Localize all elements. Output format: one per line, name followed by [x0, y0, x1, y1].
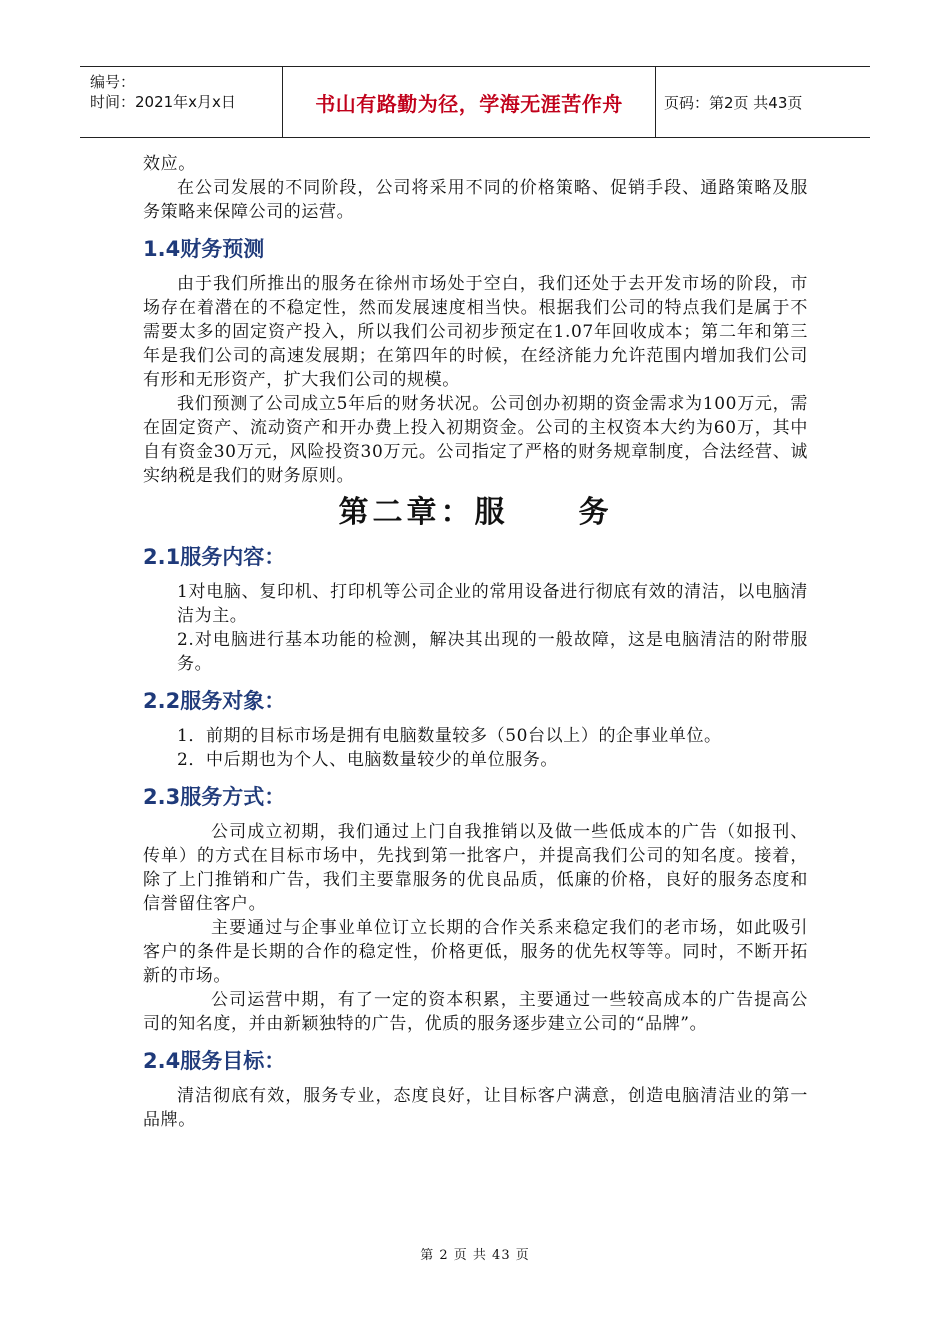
paragraph: 在公司发展的不同阶段，公司将采用不同的价格策略、促销手段、通路策略及服务策略来保障公司的运营。 [143, 178, 808, 222]
doc-number: 编号： [90, 73, 136, 91]
paragraph: 清洁彻底有效，服务专业，态度良好，让目标客户满意，创造电脑清洁业的第一品牌。 [143, 1086, 808, 1130]
chapter-title-part: 务 [578, 495, 613, 530]
section-heading: 2.3服务方式： [143, 785, 286, 809]
list-item: 1对电脑、复印机、打印机等公司企业的常用设备进行彻底有效的清洁，以电脑清洁为主。 [177, 582, 808, 626]
header-motto: 书山有路勤为径，学海无涯苦作舟 [283, 67, 656, 137]
list-item: 2．中后期也为个人、电脑数量较少的单位服务。 [177, 750, 559, 770]
paragraph: 效应。 [143, 154, 196, 174]
header-page-code: 页码：第2页 共43页 [664, 93, 803, 112]
paragraph: 主要通过与企事业单位订立长期的合作关系来稳定我们的老市场，如此吸引客户的条件是长期的合作的稳定性，价格更低，服务的优先权等等。同时，不断开拓新的市场。 [143, 918, 808, 986]
page-footer: 第 2 页 共 43 页 [420, 1248, 530, 1263]
section-heading: 2.2服务对象： [143, 689, 286, 713]
section-heading: 2.1服务内容： [143, 545, 286, 569]
paragraph: 我们预测了公司成立5年后的财务状况。公司创办初期的资金需求为100万元，需在固定资产、流动资产和开办费上投入初期资金。公司的主权资本大约为60万，其中自有资金30万元，风险投资30万元。公司指定了严格的财务规章制度，合法经营、诚实纳税是我们的财务原则。 [143, 394, 808, 486]
list-item: 1．前期的目标市场是拥有电脑数量较多（50台以上）的企事业单位。 [177, 726, 722, 746]
document-body [143, 152, 808, 1132]
paragraph: 公司运营中期，有了一定的资本积累，主要通过一些较高成本的广告提高公司的知名度，并由新颖独特的广告，优质的服务逐步建立公司的“品牌”。 [143, 990, 808, 1034]
header-meta [80, 67, 283, 137]
page-header [80, 66, 870, 138]
chapter-title [143, 494, 808, 532]
paragraph: 由于我们所推出的服务在徐州市场处于空白，我们还处于去开发市场的阶段，市场存在着潜在的不稳定性，然而发展速度相当快。根据我们公司的特点我们是属于不需要太多的固定资产投入，所以我们公司初步预定在1.07年回收成本；第二年和第三年是我们公司的高速发展期；在第四年的时候，在经济能力允许范围内增加我们公司有形和无形资产，扩大我们公司的规模。 [143, 274, 808, 390]
section-heading: 1.4财务预测 [143, 237, 265, 261]
doc-time: 时间：2021年x月x日 [90, 93, 236, 111]
chapter-title-part: 第二章：服 [338, 495, 509, 530]
section-heading: 2.4服务目标： [143, 1049, 286, 1073]
list-item: 2.对电脑进行基本功能的检测，解决其出现的一般故障，这是电脑清洁的附带服务。 [177, 630, 808, 674]
paragraph: 公司成立初期，我们通过上门自我推销以及做一些低成本的广告（如报刊、传单）的方式在目标市场中，先找到第一批客户，并提高我们公司的知名度。接着，除了上门推销和广告，我们主要靠服务的优良品质，低廉的价格，良好的服务态度和信誉留住客户。 [143, 822, 808, 914]
